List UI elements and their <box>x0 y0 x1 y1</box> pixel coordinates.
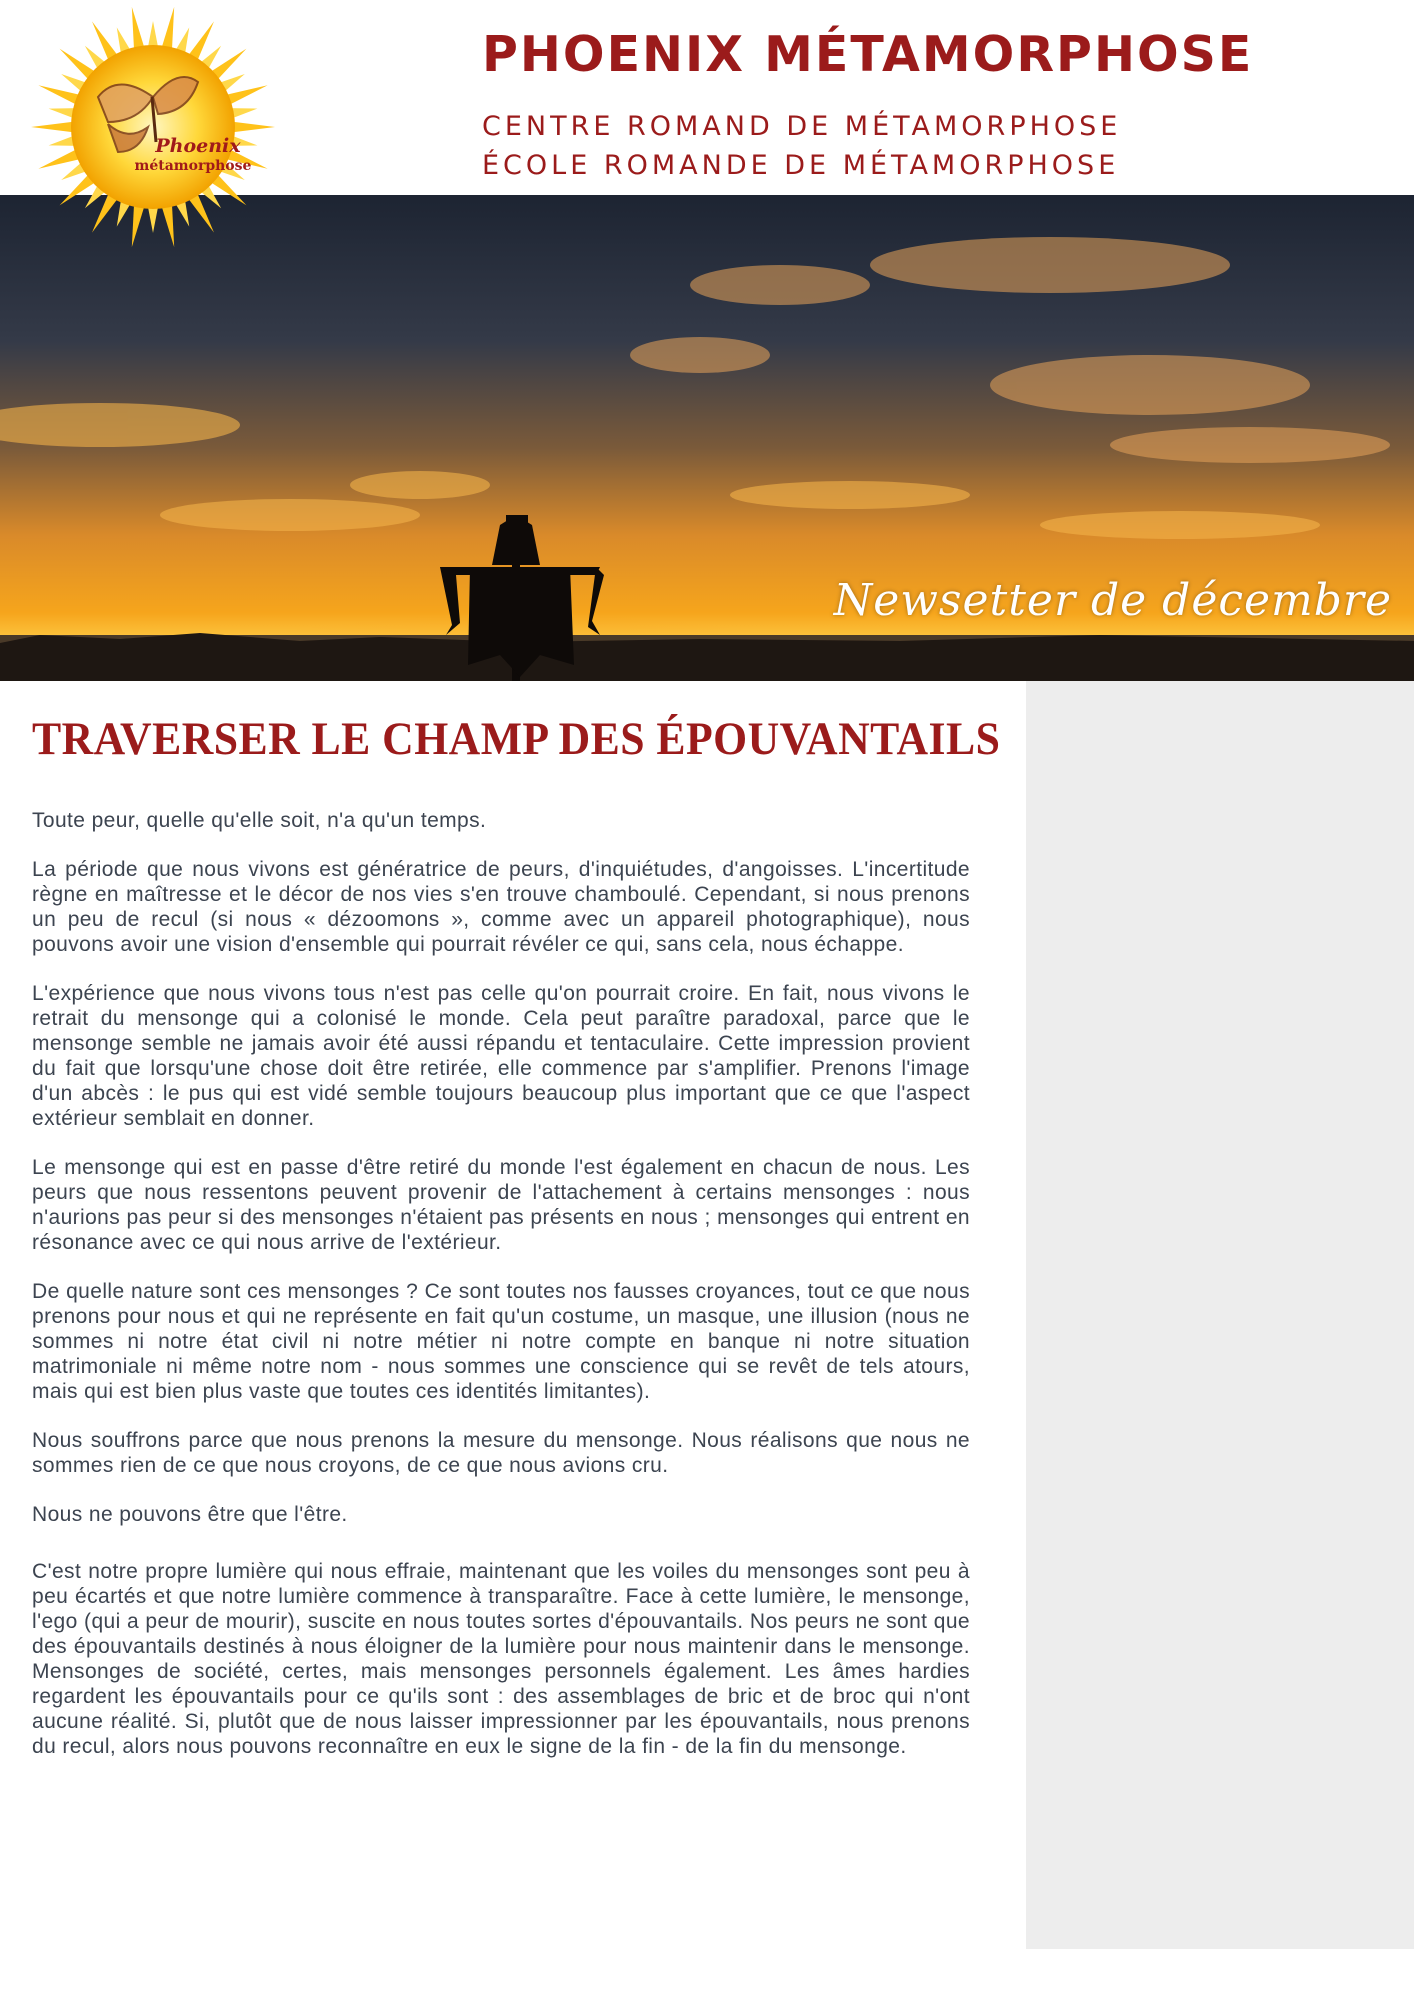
sun-ray <box>231 122 275 133</box>
article-paragraph: L'expérience que nous vivons tous n'est pas celle qu'on pourrait croire. En fait, nous vivons le retrait du mensonge qui a colonisé le monde. Cela peut paraître paradoxal, parce que le mensonge semble ne jamais avoir été aussi répandu et tentaculaire. Cette impression provient du fait que lorsqu'une chose doit être retirée, elle commence par s'amplifier. Prenons l'image d'un abcès : le pus qui est vidé semble toujours beaucoup plus important que ce que l'aspect extérieur semblait en donner. <box>32 982 970 1130</box>
phoenix-logo <box>28 2 278 252</box>
article-paragraph: La période que nous vivons est génératrice de peurs, d'inquiétudes, d'angoisses. L'incertitude règne en maîtresse et le décor de nos vies s'en trouve chamboulé. Cependant, si nous prenons un peu de recul (si nous « dézoomons », comme avec un appareil photographique), nous pouvons avoir une vision d'ensemble qui pourrait révéler ce qui, sans cela, nous échappe. <box>32 858 970 956</box>
sun-ray <box>132 203 145 247</box>
article-paragraph: Le mensonge qui est en passe d'être retiré du monde l'est également en chacun de nous. Les peurs que nous ressentons peuvent provenir de l'attachement à certains mensonges : nous n'aurions pas peur si des mensonges n'étaient pas présents en nous ; mensonges qui entrent en résonance avec ce qui nous arrive de l'extérieur. <box>32 1156 970 1254</box>
article-paragraph: Nous ne pouvons être que l'être. <box>32 1503 348 1526</box>
newsletter-caption: Newsetter de décembre <box>833 575 1392 626</box>
sidebar-panel <box>1026 681 1414 1949</box>
article <box>32 712 1001 1783</box>
logo-text-metamorphose: métamorphose <box>134 158 252 174</box>
brand-subtitle-ecole: ÉCOLE ROMANDE DE MÉTAMORPHOSE <box>482 150 1120 181</box>
sun-ray <box>148 21 159 49</box>
sun-ray <box>161 203 174 247</box>
article-paragraph: De quelle nature sont ces mensonges ? Ce sont toutes nos fausses croyances, tout ce que nous prenons pour nous et qui ne représente en fait qu'un costume, un masque, une illusion (nous ne sommes ni notre état civil ni notre métier ni notre compte en banque ni notre situation matrimoniale ni même notre nom - nous sommes une conscience qui se revêt de tels atours, mais qui est bien plus vaste que toutes ces identités limitantes). <box>32 1280 970 1403</box>
article-paragraph: C'est notre propre lumière qui nous effraie, maintenant que les voiles du mensonges sont peu à peu écartés et que notre lumière commence à transparaître. Face à cette lumière, le mensonge, l'ego (qui a peur de mourir), suscite en nous toutes sortes d'épouvantails. Nos peurs ne sont que des épouvantails destinés à nous éloigner de la lumière pour nous maintenir dans le mensonge. Mensonges de société, certes, mais mensonges personnels également. Les âmes hardies regardent les épouvantails pour ce qu'ils sont : des assemblages de bric et de broc qui n'ont aucune réalité. Si, plutôt que de nous laisser impressionner par les épouvantails, nous prenons du recul, alors nous pouvons reconnaître en eux le signe de la fin - de la fin du mensonge. <box>32 1560 970 1758</box>
sunset-banner <box>0 195 1414 681</box>
sun-ray <box>148 205 159 233</box>
sun-ray <box>161 7 174 51</box>
brand-subtitle-centre: CENTRE ROMAND DE MÉTAMORPHOSE <box>482 111 1122 142</box>
article-paragraph: Toute peur, quelle qu'elle soit, n'a qu'un temps. <box>32 809 487 832</box>
article-title: TRAVERSER LE CHAMP DES ÉPOUVANTAILS <box>32 713 1001 765</box>
article-paragraph: Nous souffrons parce que nous prenons la mesure du mensonge. Nous réalisons que nous ne sommes rien de ce que nous croyons, de ce que nous avions cru. <box>32 1429 970 1477</box>
sun-ray <box>31 122 75 133</box>
logo-text-phoenix: Phoenix <box>155 135 241 157</box>
brand-title: PHOENIX MÉTAMORPHOSE <box>482 26 1254 83</box>
sun-ray <box>132 7 145 51</box>
